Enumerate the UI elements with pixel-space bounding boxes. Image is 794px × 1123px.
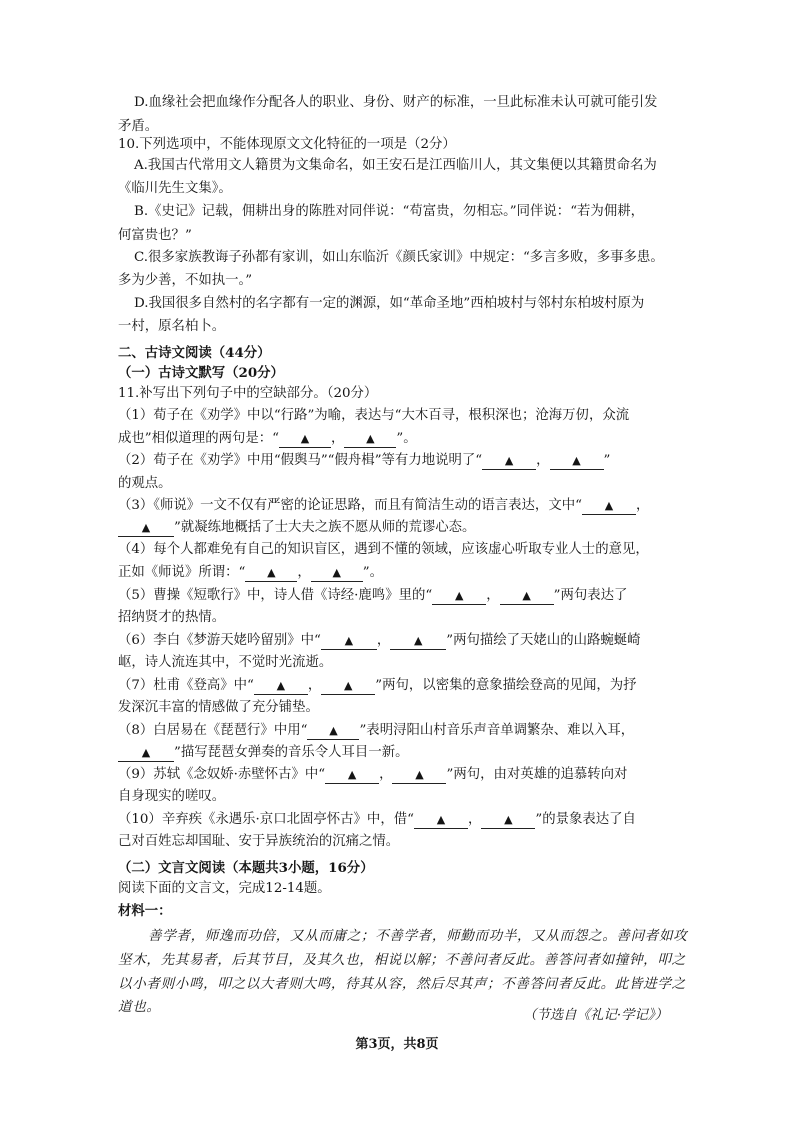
fill-item-3-line2: ▲ ”就凝练地概括了士大夫之族不愿从师的荒谬心态。 [118, 518, 475, 538]
section-2-2-intro: 阅读下面的文言文，完成12-14题。 [118, 881, 331, 896]
answer-blank[interactable] [307, 723, 359, 740]
answer-blank[interactable] [550, 453, 604, 470]
answer-blank[interactable] [344, 431, 396, 448]
fill-item-8-line1: （8）白居易在《琵琶行》中用“ ▲ ”表明浔阳山村音乐声音单调繁杂、难以入耳， [118, 723, 635, 738]
fill-item-9-line1: （9）苏轼《念奴娇·赤壁怀古》中“ ▲ ， ▲ ”两句，由对英雄的追慕转向对 [118, 767, 628, 782]
answer-blank[interactable] [118, 745, 174, 762]
q10-option-b-line1: B.《史记》记载，佣耕出身的陈胜对同伴说：“苟富贵，勿相忘。”同伴说：“若为佣耕， [134, 204, 644, 219]
fill-item-7-line1: （7）杜甫《登高》中“ ▲ ， ▲ ”两句，以密集的意象描绘登高的见闻，为抒 [118, 678, 637, 693]
fill-item-6-line1: （6）李白《梦游天姥吟留别》中“ ▲ ， ▲ ”两句描绘了天姥山的山路蜿蜒崎 [118, 633, 641, 648]
triangle-marker-icon: ▲ [347, 768, 357, 781]
classical-text-line1: 善学者，师逸而功倍，又从而庸之；不善学者，师勤而功半，又从而怨之。善问者如攻 [148, 928, 688, 944]
answer-blank[interactable] [432, 588, 486, 605]
fill-item-3-line1: （3）《师说》一文不仅有严密的论证思路，而且有简洁生动的语言表达，文中“ ▲ ， [118, 498, 650, 513]
triangle-marker-icon: ▲ [366, 432, 375, 445]
triangle-marker-icon: ▲ [522, 589, 531, 602]
q10-option-d-line1: D.我国很多自然村的名字都有一定的渊源，如“革命圣地”西柏坡村与邻村东柏坡村原为 [134, 296, 645, 311]
page-number: 第3页，共8页 [355, 1037, 439, 1052]
answer-blank[interactable] [414, 812, 468, 829]
triangle-marker-icon: ▲ [572, 454, 581, 467]
material-one-label: 材料一： [118, 903, 172, 919]
triangle-marker-icon: ▲ [141, 521, 151, 534]
q10-option-c-line1: C.很多家族教诲子孙都有家训，如山东临沂《颜氏家训》中规定：“多言多败，多事多患。 [134, 250, 664, 265]
q10-option-a-line2: 《临川先生文集》。 [118, 181, 232, 196]
q10-stem: 10.下列选项中，不能体现原文文化特征的一项是（2分） [118, 137, 456, 152]
q10-option-c-line2: 多为少善，不如执一。” [118, 273, 253, 288]
triangle-marker-icon: ▲ [300, 432, 310, 445]
triangle-marker-icon: ▲ [436, 813, 446, 826]
fill-item-10-line2: 己对百姓忘却国耻、安于异族统治的沉痛之情。 [118, 834, 400, 849]
triangle-marker-icon: ▲ [415, 768, 424, 781]
section-2-2-title: （二）文言文阅读（本题共3小题，16分） [118, 860, 374, 876]
source-citation: （节选自《礼记·学记》） [523, 1008, 668, 1023]
answer-blank[interactable] [392, 767, 446, 784]
triangle-marker-icon: ▲ [454, 589, 464, 602]
answer-blank[interactable] [500, 588, 554, 605]
fill-item-7-line2: 发深沉丰富的情感做了充分铺垫。 [118, 700, 319, 715]
triangle-marker-icon: ▲ [276, 679, 286, 692]
answer-blank[interactable] [321, 678, 375, 695]
classical-text-line2: 坚木，先其易者，后其节目，及其久也，相说以解；不善问者反此。善答问者如撞钟，叩之 [118, 952, 686, 968]
answer-blank[interactable] [245, 565, 297, 582]
q11-stem: 11.补写出下列句子中的空缺部分。（20分） [118, 386, 378, 401]
fill-item-2-line1: （2）荀子在《劝学》中用“假舆马”“假舟楫”等有力地说明了“ ▲ ， ▲ ” [118, 453, 611, 468]
fill-item-1-line1: （1）荀子在《劝学》中以“行路”为喻，表达与“大木百寻，根积深也；沧海万仞，众流 [118, 408, 630, 423]
fill-item-1-line2: 成也”相似道理的两句是：“ ▲ ， ▲ ”。 [118, 431, 417, 446]
answer-blank[interactable] [118, 520, 174, 537]
q10-option-a-line1: A.我国古代常用文人籍贯为文集命名，如王安石是江西临川人，其文集便以其籍贯命名为 [134, 158, 657, 173]
fill-item-8-line2: ▲ ”描写琵琶女弹奏的音乐令人耳目一新。 [118, 743, 409, 763]
section-2-title: 二、古诗文阅读（44分） [118, 345, 271, 361]
answer-blank[interactable] [279, 431, 331, 448]
triangle-marker-icon: ▲ [344, 679, 353, 692]
answer-blank[interactable] [390, 633, 446, 650]
answer-blank[interactable] [482, 453, 536, 470]
classical-text-line4: 道也。 [118, 999, 161, 1015]
fill-item-4-line2: 正如《师说》所谓：“ ▲ ， ▲ ”。 [118, 565, 384, 580]
q10-option-b-line2: 何富贵也？” [118, 228, 192, 243]
classical-text-line3: 以小者则小鸣，叩之以大者则大鸣，待其从容，然后尽其声；不善答问者反此。此皆进学之 [118, 976, 686, 992]
answer-blank[interactable] [311, 565, 363, 582]
answer-blank[interactable] [325, 767, 379, 784]
triangle-marker-icon: ▲ [504, 454, 514, 467]
answer-blank[interactable] [481, 812, 535, 829]
triangle-marker-icon: ▲ [414, 634, 423, 647]
triangle-marker-icon: ▲ [141, 746, 151, 759]
fill-item-6-line2: 岖，诗人流连其中，不觉时光流逝。 [118, 655, 333, 670]
triangle-marker-icon: ▲ [604, 499, 614, 512]
triangle-marker-icon: ▲ [332, 566, 341, 579]
fill-item-10-line1: （10）辛弃疾《永遇乐·京口北固亭怀古》中，借“ ▲ ， ▲ ”的景象表达了自 [118, 812, 636, 827]
answer-blank[interactable] [254, 678, 308, 695]
q10-option-d-line2: 一村，原名柏卜。 [118, 319, 226, 334]
fill-item-2-line2: 的观点。 [118, 476, 172, 491]
section-2-1-title: （一）古诗文默写（20分） [118, 365, 284, 381]
option-d-line2: 矛盾。 [118, 119, 159, 134]
triangle-marker-icon: ▲ [504, 813, 513, 826]
fill-item-4-line1: （4）每个人都难免有自己的知识盲区，遇到不懂的领域，应该虚心听取专业人士的意见， [118, 542, 649, 557]
triangle-marker-icon: ▲ [267, 566, 276, 579]
fill-item-9-line2: 自身现实的嗟叹。 [118, 789, 226, 804]
answer-blank[interactable] [321, 633, 377, 650]
fill-item-5-line2: 招纳贤才的热情。 [118, 610, 226, 625]
option-d-line1: D.血缘社会把血缘作分配各人的职业、身份、财产的标准，一旦此标准未认可就可能引发 [134, 95, 658, 110]
triangle-marker-icon: ▲ [344, 634, 354, 647]
fill-item-5-line1: （5）曹操《短歌行》中，诗人借《诗经·鹿鸣》里的“ ▲ ， ▲ ”两句表达了 [118, 588, 628, 603]
triangle-marker-icon: ▲ [329, 724, 338, 737]
answer-blank[interactable] [582, 498, 636, 515]
